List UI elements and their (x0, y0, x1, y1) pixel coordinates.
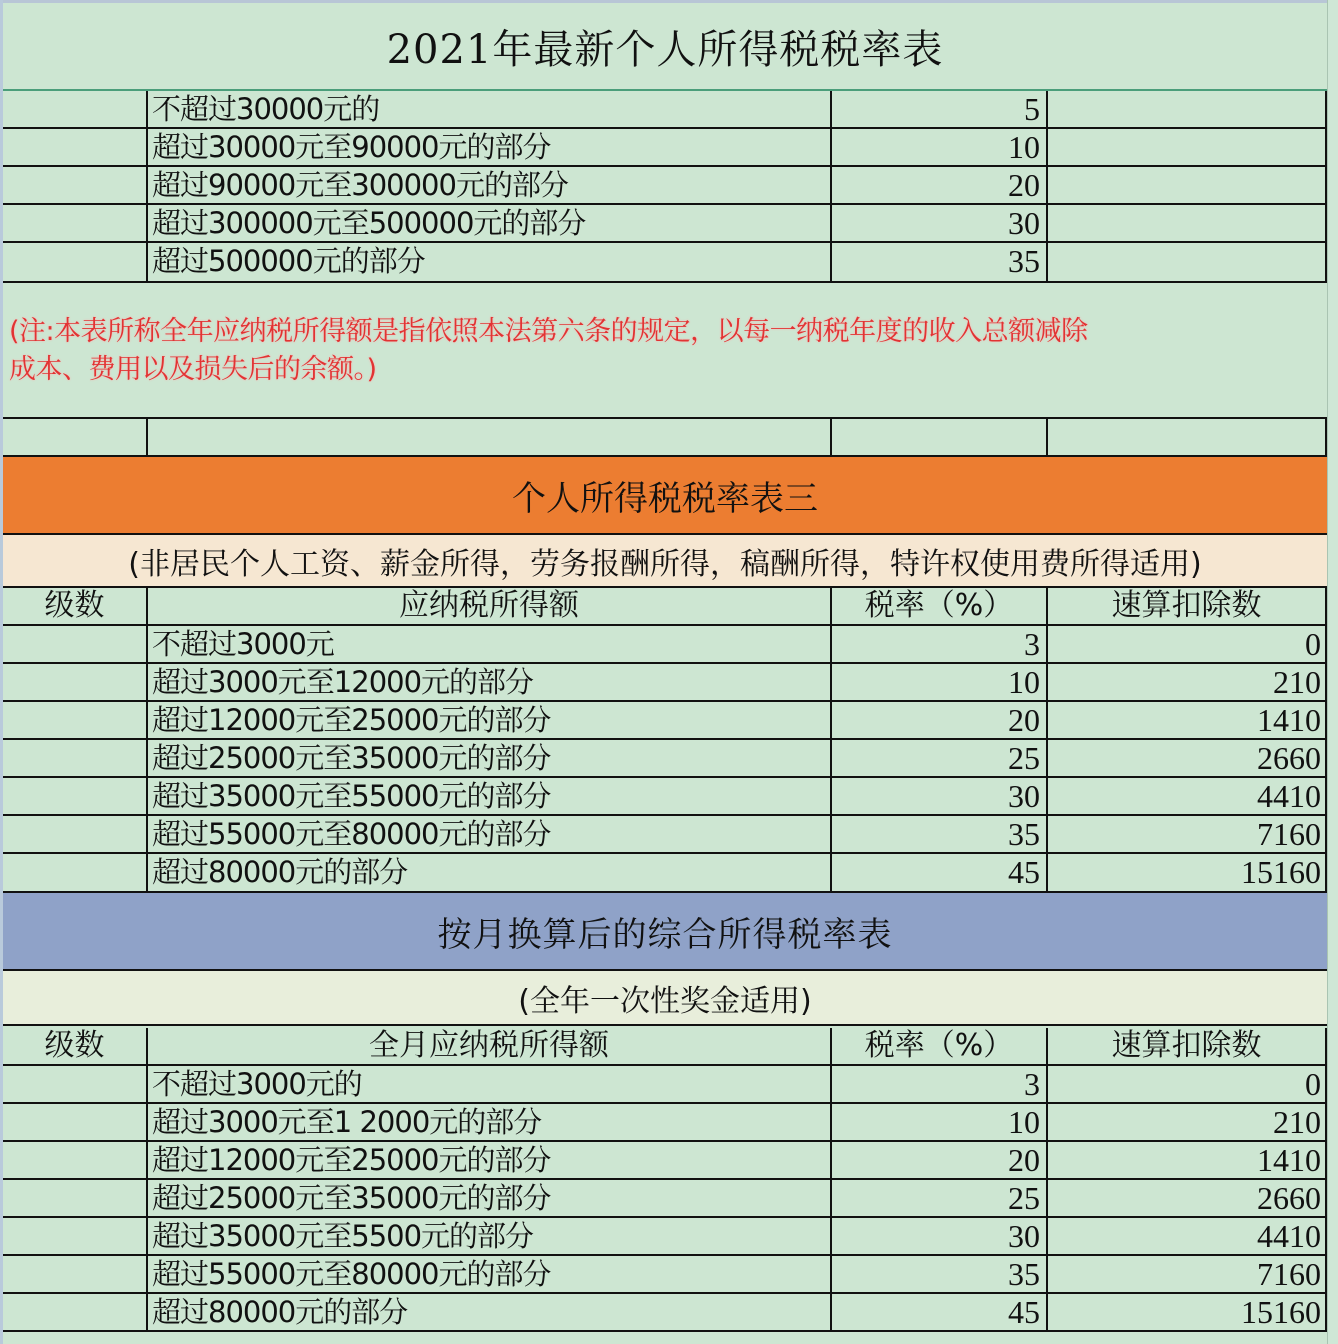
rate-cell[interactable]: 10 (832, 129, 1048, 165)
income-cell[interactable]: 超过55000元至80000元的部分 (148, 1256, 832, 1292)
income-cell[interactable]: 超过90000元至300000元的部分 (148, 167, 832, 203)
table-row[interactable] (3, 129, 1327, 167)
rate-cell[interactable]: 25 (832, 1180, 1048, 1216)
grade-cell[interactable] (3, 1142, 148, 1178)
grade-cell[interactable] (3, 167, 148, 203)
monthly-header-row (3, 1028, 1327, 1066)
deduction-cell[interactable]: 1410 (1048, 702, 1327, 738)
deduction-cell[interactable]: 15160 (1048, 854, 1327, 892)
deduction-cell[interactable]: 0 (1048, 1066, 1327, 1102)
rate-cell[interactable]: 45 (832, 854, 1048, 892)
income-cell[interactable]: 超过300000元至500000元的部分 (148, 205, 832, 241)
empty-row[interactable] (3, 417, 1327, 455)
monthly-title: 按月换算后的综合所得税率表 (437, 914, 893, 955)
rate-cell[interactable]: 35 (832, 243, 1048, 281)
income-cell[interactable]: 超过55000元至80000元的部分 (148, 816, 832, 852)
income-cell[interactable]: 不超过3000元 (148, 626, 832, 662)
grade-cell[interactable] (3, 1256, 148, 1292)
table3-subtitle-cell[interactable] (3, 535, 1327, 588)
table-row[interactable] (3, 1104, 1327, 1142)
deduction-cell[interactable] (1048, 91, 1327, 127)
deduction-cell[interactable] (1048, 167, 1327, 203)
note-cell[interactable] (3, 281, 1327, 417)
table3-title-cell[interactable] (3, 455, 1327, 535)
rate-cell[interactable]: 45 (832, 1294, 1048, 1330)
income-cell[interactable]: 不超过3000元的 (148, 1066, 832, 1102)
income-cell[interactable]: 超过80000元的部分 (148, 1294, 832, 1330)
income-cell[interactable]: 超过35000元至5500元的部分 (148, 1218, 832, 1254)
rate-cell[interactable]: 30 (832, 1218, 1048, 1254)
table-row[interactable] (3, 854, 1327, 892)
grade-cell[interactable] (3, 740, 148, 776)
monthly-subtitle-cell[interactable] (3, 971, 1327, 1026)
header-rate[interactable]: 税率（%） (832, 1028, 1048, 1064)
table-row[interactable] (3, 1066, 1327, 1104)
table-row[interactable] (3, 205, 1327, 243)
table-row[interactable] (3, 740, 1327, 778)
table-row[interactable] (3, 243, 1327, 281)
rate-cell[interactable]: 35 (832, 1256, 1048, 1292)
income-cell[interactable]: 超过30000元至90000元的部分 (148, 129, 832, 165)
header-grade[interactable]: 级数 (3, 588, 148, 624)
grade-cell[interactable] (3, 129, 148, 165)
table-row[interactable] (3, 91, 1327, 129)
table3-header-row (3, 588, 1327, 626)
note-text (9, 313, 1088, 389)
grade-cell[interactable] (3, 778, 148, 814)
income-cell[interactable]: 超过35000元至55000元的部分 (148, 778, 832, 814)
grade-cell[interactable] (3, 91, 148, 127)
empty-cell[interactable] (148, 419, 832, 455)
table3-title: 个人所得税税率表三 (512, 478, 818, 519)
table-row[interactable] (3, 816, 1327, 854)
deduction-cell[interactable]: 210 (1048, 664, 1327, 700)
grade-cell[interactable] (3, 854, 148, 892)
rate-cell[interactable]: 10 (832, 664, 1048, 700)
deduction-cell[interactable] (1048, 243, 1327, 281)
grade-cell[interactable] (3, 1218, 148, 1254)
income-cell[interactable]: 超过500000元的部分 (148, 243, 832, 281)
table-row[interactable] (3, 1256, 1327, 1294)
rate-cell[interactable]: 3 (832, 626, 1048, 662)
grade-cell[interactable] (3, 816, 148, 852)
deduction-cell[interactable]: 4410 (1048, 1218, 1327, 1254)
empty-cell[interactable] (3, 419, 148, 455)
grade-cell[interactable] (3, 1294, 148, 1330)
deduction-cell[interactable]: 7160 (1048, 1256, 1327, 1292)
table3-subtitle: (非居民个人工资、薪金所得，劳务报酬所得，稿酬所得，特许权使用费所得适用) (128, 546, 1202, 582)
grade-cell[interactable] (3, 664, 148, 700)
grade-cell[interactable] (3, 1066, 148, 1102)
deduction-cell[interactable]: 7160 (1048, 816, 1327, 852)
grade-cell[interactable] (3, 243, 148, 281)
rate-cell[interactable]: 3 (832, 1066, 1048, 1102)
main-title-cell[interactable] (3, 3, 1327, 91)
table-row[interactable] (3, 1180, 1327, 1218)
rate-cell[interactable]: 30 (832, 205, 1048, 241)
rate-cell[interactable]: 10 (832, 1104, 1048, 1140)
rate-cell[interactable]: 30 (832, 778, 1048, 814)
table-row[interactable] (3, 1218, 1327, 1256)
deduction-cell[interactable]: 2660 (1048, 1180, 1327, 1216)
income-cell[interactable]: 超过12000元至25000元的部分 (148, 702, 832, 738)
header-income[interactable]: 应纳税所得额 (148, 588, 832, 624)
deduction-cell[interactable]: 1410 (1048, 1142, 1327, 1178)
deduction-cell[interactable]: 2660 (1048, 740, 1327, 776)
deduction-cell[interactable]: 0 (1048, 626, 1327, 662)
table-row[interactable] (3, 626, 1327, 664)
rate-cell[interactable]: 20 (832, 1142, 1048, 1178)
income-cell[interactable]: 超过3000元至12000元的部分 (148, 664, 832, 700)
header-deduction[interactable]: 速算扣除数 (1048, 1028, 1327, 1064)
header-income[interactable]: 全月应纳税所得额 (148, 1028, 832, 1064)
income-cell[interactable]: 不超过30000元的 (148, 91, 832, 127)
grade-cell[interactable] (3, 1104, 148, 1140)
header-deduction[interactable]: 速算扣除数 (1048, 588, 1327, 624)
grade-cell[interactable] (3, 702, 148, 738)
monthly-subtitle: (全年一次性奖金适用) (518, 983, 812, 1019)
table-row[interactable] (3, 167, 1327, 205)
income-cell[interactable]: 超过12000元至25000元的部分 (148, 1142, 832, 1178)
header-rate[interactable]: 税率（%） (832, 588, 1048, 624)
deduction-cell[interactable] (1048, 129, 1327, 165)
rate-cell[interactable]: 35 (832, 816, 1048, 852)
deduction-cell[interactable] (1048, 205, 1327, 241)
sheet-right-column (1327, 0, 1338, 1344)
table-row[interactable] (3, 1294, 1327, 1332)
income-cell[interactable]: 超过25000元至35000元的部分 (148, 1180, 832, 1216)
rate-cell[interactable]: 20 (832, 702, 1048, 738)
table-row[interactable] (3, 702, 1327, 740)
table-row[interactable] (3, 778, 1327, 816)
rate-cell[interactable]: 20 (832, 167, 1048, 203)
grade-cell[interactable] (3, 1180, 148, 1216)
monthly-title-cell[interactable] (3, 891, 1327, 971)
income-cell[interactable]: 超过25000元至35000元的部分 (148, 740, 832, 776)
table-row[interactable] (3, 1142, 1327, 1180)
header-grade[interactable]: 级数 (3, 1028, 148, 1064)
note-line-2: 成本、费用以及损失后的余额。) (9, 354, 377, 385)
deduction-cell[interactable]: 15160 (1048, 1294, 1327, 1330)
deduction-cell[interactable]: 4410 (1048, 778, 1327, 814)
main-title: 2021年最新个人所得税税率表 (386, 26, 944, 73)
deduction-cell[interactable]: 210 (1048, 1104, 1327, 1140)
rate-cell[interactable]: 25 (832, 740, 1048, 776)
empty-cell[interactable] (1048, 419, 1327, 455)
grade-cell[interactable] (3, 626, 148, 662)
empty-cell[interactable] (832, 419, 1048, 455)
rate-cell[interactable]: 5 (832, 91, 1048, 127)
table-row[interactable] (3, 664, 1327, 702)
note-line-1: (注:本表所称全年应纳税所得额是指依照本法第六条的规定，以每一纳税年度的收入总额减除 (9, 316, 1088, 347)
income-cell[interactable]: 超过80000元的部分 (148, 854, 832, 892)
grade-cell[interactable] (3, 205, 148, 241)
income-cell[interactable]: 超过3000元至1 2000元的部分 (148, 1104, 832, 1140)
